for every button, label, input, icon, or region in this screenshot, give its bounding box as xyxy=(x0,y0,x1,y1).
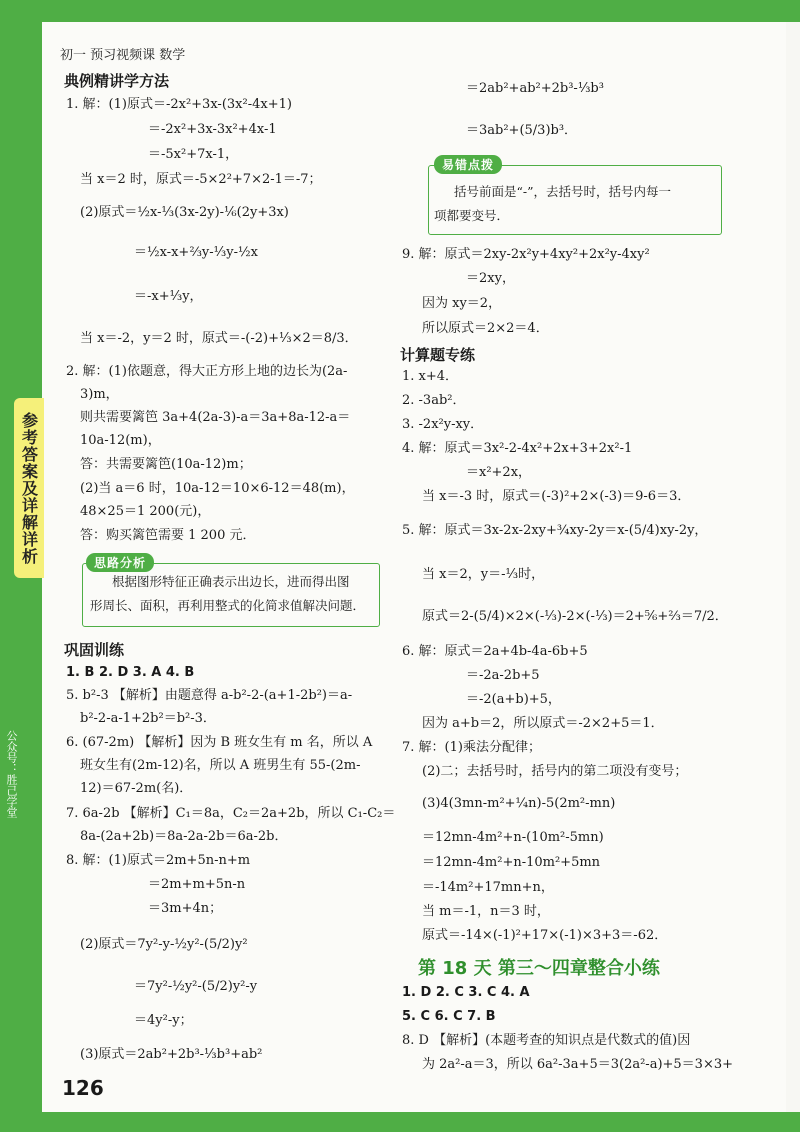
text-line: 3. -2x²y-xy． xyxy=(402,417,484,432)
text-line: ＝7y²-½y²-(5/2)y²-y xyxy=(134,979,258,994)
text-line: ＝-5x²+7x-1， xyxy=(148,147,239,162)
text-line: 1. B 2. D 3. A 4. B xyxy=(66,665,195,680)
text-line: 8. D 【解析】(本题考查的知识点是代数式的值)因 xyxy=(402,1033,691,1048)
wechat-tab-label: 公众号：胜己学堂 xyxy=(5,730,18,818)
text-line: 5. 解：原式＝3x-2x-2xy+¾xy-2y＝x-(5/4)xy-2y， xyxy=(402,523,708,538)
text-line: ＝x²+2x， xyxy=(466,465,532,480)
text-line: 7. 解：(1)乘法分配律； xyxy=(402,740,541,755)
text-line: 7. 6a-2b 【解析】C₁＝8a，C₂＝2a+2b，所以 C₁-C₂＝ xyxy=(66,806,396,821)
tip-text: 根据图形特征正确表示出边长，进而得出图 xyxy=(112,574,350,589)
text-line: 6. (67-2m) 【解析】因为 B 班女生有 m 名，所以 A xyxy=(66,735,373,750)
bottom-border xyxy=(0,1112,800,1132)
text-line: 答：共需要篱笆(10a-12)m； xyxy=(80,457,252,472)
text-line: 1. x+4． xyxy=(402,369,459,384)
text-line: 2. 解：(1)依题意，得大正方形上地的边长为(2a- xyxy=(66,364,348,379)
text-line: ＝3m+4n； xyxy=(148,901,223,916)
text-line: 1. D 2. C 3. C 4. A xyxy=(402,985,530,1000)
section-heading-examples: 典例精讲学方法 xyxy=(64,72,170,90)
page-number: 126 xyxy=(62,1076,104,1100)
text-line: ＝-14m²+17mn+n， xyxy=(422,880,554,895)
text-line: (3)原式＝2ab²+2b³-⅓b³+ab² xyxy=(80,1047,263,1062)
text-line: 则共需要篱笆 3a+4(2a-3)-a＝3a+8a-12-a＝ xyxy=(80,410,351,425)
text-line: (2)二；去括号时，括号内的第二项没有变号； xyxy=(422,764,688,779)
text-line: ＝-x+⅓y， xyxy=(134,289,203,304)
answers-tab-label: 参考答案及详解详析 xyxy=(19,411,39,565)
text-line: 8. 解：(1)原式＝2m+5n-n+m xyxy=(66,853,251,868)
text-line: 8a-(2a+2b)＝8a-2a-2b＝6a-2b． xyxy=(80,829,288,844)
tip-label-analysis: 思路分析 xyxy=(86,553,154,572)
wechat-side-tab xyxy=(2,730,20,840)
text-line: ＝-2(a+b)+5， xyxy=(466,692,561,707)
text-line: 当 x＝2，y＝-⅓时， xyxy=(422,567,545,582)
chapter-heading: 第 18 天 第三～四章整合小练 xyxy=(418,958,660,979)
text-line: ＝12mn-4m²+n-(10m²-5mn) xyxy=(422,830,604,845)
text-line: (2)原式＝½x-⅓(3x-2y)-⅙(2y+3x) xyxy=(80,205,289,220)
text-line: 4. 解：原式＝3x²-2-4x²+2x+3+2x²-1 xyxy=(402,441,633,456)
text-line: 5. C 6. C 7. B xyxy=(402,1009,496,1024)
text-line: ＝-2x²+3x-3x²+4x-1 xyxy=(148,122,277,137)
tip-text: 形周长、面积，再利用整式的化简求值解决问题． xyxy=(90,598,366,613)
tip-text: 括号前面是“-”，去括号时，括号内每一 xyxy=(454,184,672,199)
text-line: 5. b²-3 【解析】由题意得 a-b²-2-(a+1-2b²)＝a- xyxy=(66,688,353,703)
text-line: 原式＝-14×(-1)²+17×(-1)×3+3＝-62． xyxy=(422,928,668,943)
text-line: 3)m， xyxy=(80,387,119,402)
text-line: 48×25＝1 200(元)， xyxy=(80,504,211,519)
text-line: 当 m＝-1，n＝3 时， xyxy=(422,904,550,919)
text-line: ＝4y²-y； xyxy=(134,1013,193,1028)
text-line: (3)4(3mn-m²+¼n)-5(2m²-mn) xyxy=(422,796,616,811)
page-header: 初一 预习视频课 数学 xyxy=(60,48,186,63)
tip-text: 项都要变号． xyxy=(434,208,510,223)
text-line: 所以原式＝2×2＝4． xyxy=(422,321,549,336)
text-line: ＝-2a-2b+5 xyxy=(466,668,540,683)
text-line: ＝3ab²+(5/3)b³． xyxy=(466,123,578,138)
text-line: (2)原式＝7y²-y-½y²-(5/2)y² xyxy=(80,937,248,952)
text-line: 当 x＝2 时，原式＝-5×2²+7×2-1＝-7； xyxy=(80,172,322,187)
text-line: ＝2ab²+ab²+2b³-⅓b³ xyxy=(466,81,604,96)
text-line: 班女生有(2m-12)名，所以 A 班男生有 55-(2m- xyxy=(80,758,361,773)
text-line: 9. 解：原式＝2xy-2x²y+4xy²+2x²y-4xy² xyxy=(402,247,650,262)
answers-side-tab xyxy=(14,398,44,578)
top-border xyxy=(0,0,800,22)
text-line: (2)当 a＝6 时，10a-12＝10×6-12＝48(m)， xyxy=(80,481,355,496)
text-line: 当 x＝-3 时，原式＝(-3)²+2×(-3)＝9-6＝3． xyxy=(422,489,691,504)
text-line: 10a-12(m)， xyxy=(80,433,161,448)
text-line: 因为 a+b＝2，所以原式＝-2×2+5＝1． xyxy=(422,716,664,731)
text-line: 原式＝2-(5/4)×2×(-⅓)-2×(-⅓)＝2+⅚+⅔＝7/2． xyxy=(422,609,728,624)
text-line: ＝½x-x+⅔y-⅓y-½x xyxy=(134,245,258,260)
section-heading-practice: 巩固训练 xyxy=(64,641,125,659)
text-line: 答：购买篱笆需要 1 200 元． xyxy=(80,528,256,543)
text-line: 当 x＝-2，y＝2 时，原式＝-(-2)+⅓×2＝8/3． xyxy=(80,331,358,346)
text-line: 为 2a²-a＝3，所以 6a²-3a+5＝3(2a²-a)+5＝3×3+ xyxy=(422,1057,734,1072)
text-line: ＝12mn-4m²+n-10m²+5mn xyxy=(422,855,601,870)
text-line: ＝2m+m+5n-n xyxy=(148,877,246,892)
text-line: 因为 xy＝2， xyxy=(422,296,502,311)
tip-label-pitfall: 易错点拨 xyxy=(434,155,502,174)
text-line: 2. -3ab²． xyxy=(402,393,466,408)
text-line: 6. 解：原式＝2a+4b-4a-6b+5 xyxy=(402,644,588,659)
text-line: ＝2xy， xyxy=(466,271,515,286)
text-line: 1. 解：(1)原式＝-2x²+3x-(3x²-4x+1) xyxy=(66,97,292,112)
text-line: b²-2-a-1+2b²＝b²-3． xyxy=(80,711,216,726)
section-heading-calculation: 计算题专练 xyxy=(400,346,476,364)
text-line: 12)＝67-2m(名)． xyxy=(80,781,193,796)
